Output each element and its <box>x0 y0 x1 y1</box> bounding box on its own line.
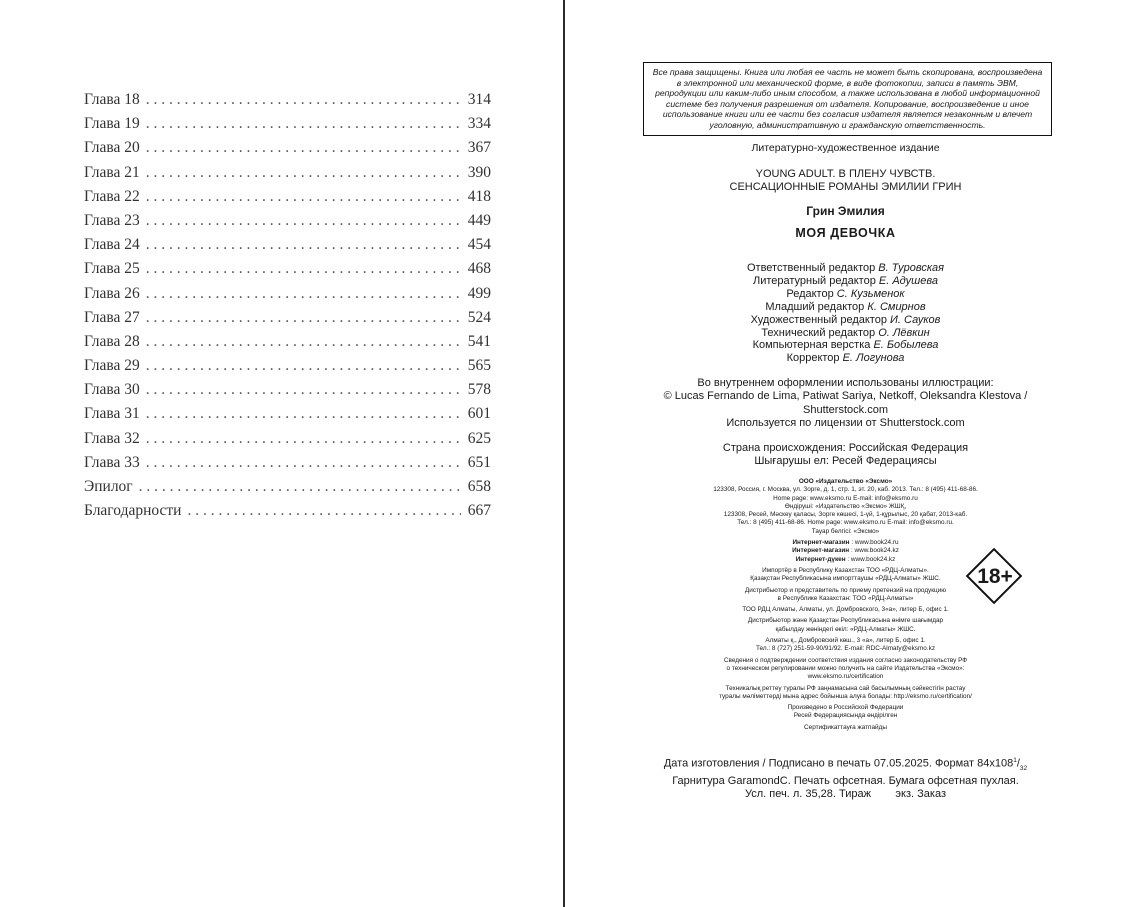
toc-leader-dots <box>146 112 461 136</box>
toc-entry <box>84 330 491 354</box>
toc-entry-label: Эпилог <box>84 478 133 495</box>
toc-entry-page: 565 <box>467 357 491 375</box>
toc-entry-page: 651 <box>467 453 491 471</box>
fine-line: Дистрибьютор и представитель по приему претензий на продукцию <box>744 586 947 594</box>
credit-role: Корректор <box>786 352 840 365</box>
toc-entry-page: 449 <box>467 211 491 229</box>
credit-role: Литературный редактор <box>752 274 876 287</box>
publisher-fine-print <box>565 478 1126 732</box>
toc-entry <box>84 378 491 402</box>
toc-leader-dots <box>146 257 461 281</box>
toc-entry-label: Глава 31 <box>84 405 140 423</box>
age-rating-badge <box>966 548 1024 606</box>
print-line: Гарнитура GaramondC. Печать офсетная. Бумага офсетная пухлая. <box>672 775 1019 788</box>
online-shop-line: Интернет-магазин : www.book24.kz <box>792 547 899 555</box>
illustrations-line: © Lucas Fernando de Lima, Patiwat Sariya, Netkoff, Oleksandra Klestova / <box>663 390 1028 403</box>
toc-leader-dots <box>146 233 461 257</box>
fine-line: Қазақстан Республикасына импорттаушы «РДЦ-Алматы» ЖШС. <box>750 575 941 583</box>
illustrations-line: Shutterstock.com <box>803 403 888 416</box>
series-line-2: СЕНСАЦИОННЫЕ РОМАНЫ ЭМИЛИИ ГРИН <box>729 181 962 193</box>
fine-line: Произведено в Российской Федерации <box>787 704 904 712</box>
print-line: Усл. печ. л. 35,28. Тираж экз. Заказ <box>745 788 946 801</box>
origin-line: Страна происхождения: Российская Федерация <box>722 442 969 454</box>
fine-line: Тел.: 8 (727) 251-59-90/91/92. E-mail: RDC-Almaty@eksmo.kz <box>755 645 936 653</box>
credit-role: Младший редактор <box>765 300 865 313</box>
toc-leader-dots <box>146 209 461 233</box>
toc-entry <box>84 354 491 378</box>
toc-leader-dots <box>146 451 461 475</box>
fine-line: Сертификаттауға жатпайды <box>804 723 887 731</box>
toc-entry-label: Глава 28 <box>84 332 140 350</box>
credit-name: О. Лёвкин <box>878 326 930 339</box>
toc-entry-label: Глава 23 <box>84 211 140 229</box>
toc-leader-dots <box>146 161 461 185</box>
toc-entry <box>84 475 491 499</box>
toc-entry <box>84 306 491 330</box>
country-of-origin <box>565 442 1126 469</box>
fine-line: 123308, Россия, г. Москва, ул. Зорге, д. 1, стр. 1, эт. 20, каб. 2013. Тел.: 8 (495) 411-68-86. <box>713 486 978 494</box>
credit-line <box>565 262 1126 275</box>
credit-role: Технический редактор <box>761 326 876 339</box>
credit-role: Компьютерная верстка <box>752 339 871 352</box>
credit-name: К. Смирнов <box>867 300 926 313</box>
toc-leader-dots <box>146 402 461 426</box>
fine-line: Алматы қ., Домбровский көш., 3 «а», литер Б, офис 1. <box>765 637 926 645</box>
toc-entry <box>84 282 491 306</box>
fine-line: в Республике Казахстан: ТОО «РДЦ-Алматы» <box>777 594 914 602</box>
fine-line: ТОО РДЦ Алматы, Алматы, ул. Домбровского, 3«а», литер Б, офис 1. <box>742 606 949 614</box>
toc-entry-page: 625 <box>467 429 491 447</box>
credit-name: Е. Бобылева <box>873 339 939 352</box>
fine-line: Тауар белгісі: «Эксмо» <box>811 527 880 535</box>
toc-leader-dots <box>146 282 461 306</box>
toc-entry-page: 658 <box>467 478 491 495</box>
fine-line: Сведения о подтверждении соответствия издания согласно законодательству РФ <box>723 656 968 664</box>
toc-entry-page: 314 <box>467 91 491 108</box>
toc-entry-page: 667 <box>467 502 491 520</box>
fine-line: Тел.: 8 (495) 411-68-86. Home page: www.eksmo.ru E-mail: info@eksmo.ru. <box>737 519 954 527</box>
toc-entry-label: Глава 22 <box>84 187 140 205</box>
toc-leader-dots <box>146 306 461 330</box>
toc-entry-label: Глава 26 <box>84 284 140 302</box>
toc-entry-page: 390 <box>467 163 491 181</box>
online-shop-line: Интернет-дүкен : www.book24.kz <box>795 555 896 563</box>
toc-leader-dots <box>139 475 461 499</box>
fine-line: қабылдау жөніндегі өкіл: «РДЦ-Алматы» ЖШС. <box>775 625 916 633</box>
print-line: Дата изготовления / Подписано в печать 07.05.2025. Формат $84x108^1/_{32}$ <box>663 757 1028 772</box>
toc-entry-page: 334 <box>467 115 491 133</box>
credit-line <box>565 314 1126 327</box>
credit-role: Ответственный редактор <box>746 262 876 274</box>
toc-entry-page: 418 <box>467 187 491 205</box>
credit-line <box>565 339 1126 352</box>
online-shop-line: Интернет-магазин : www.book24.ru <box>792 539 899 547</box>
credit-line <box>565 275 1126 288</box>
toc-entry <box>84 161 491 185</box>
series-line-1: YOUNG ADULT. В ПЛЕНУ ЧУВСТВ. <box>755 168 936 180</box>
credit-name: И. Сауков <box>890 313 941 326</box>
toc-entry <box>84 451 491 475</box>
toc-leader-dots <box>146 427 461 451</box>
illustrations-line: Во внутреннем оформлении использованы иллюстрации: <box>697 377 994 389</box>
fine-line: www.eksmo.ru/certification <box>807 673 884 681</box>
credit-name: С. Кузьменок <box>836 287 905 300</box>
fine-line: туралы мәліметтерді мына адрес бойынша алуға болады: http://eksmo.ru/certification/ <box>719 692 972 700</box>
toc-entry <box>84 88 491 112</box>
credits-list <box>565 262 1126 365</box>
toc-entry-page: 524 <box>467 308 491 326</box>
toc-leader-dots <box>146 354 461 378</box>
age-rating-text: 18+ <box>977 565 1013 588</box>
credit-line <box>565 327 1126 340</box>
toc-entry-page: 578 <box>467 381 491 399</box>
credit-role: Художественный редактор <box>750 313 887 326</box>
toc-entry-label: Глава 24 <box>84 236 140 254</box>
fine-line: Техникалық реттеу туралы РФ заңнамасына сай басылымның сәйкестігін растау <box>725 684 966 692</box>
toc-entry <box>84 136 491 160</box>
toc-entry-page: 367 <box>467 139 491 157</box>
toc-entry <box>84 185 491 209</box>
toc-entry <box>84 112 491 136</box>
toc-leader-dots <box>146 136 461 160</box>
toc-entry <box>84 427 491 451</box>
toc-leader-dots <box>146 330 461 354</box>
credit-line <box>565 288 1126 301</box>
credit-name: Е. Адушева <box>878 274 938 287</box>
right-page-imprint <box>565 0 1126 907</box>
toc-leader-dots <box>146 88 461 112</box>
genre-line: Литературно-художественное издание <box>751 142 940 154</box>
credit-line <box>565 352 1126 365</box>
toc-entry <box>84 233 491 257</box>
print-details <box>565 754 1126 802</box>
toc-entry-label: Глава 18 <box>84 91 140 108</box>
toc-entry-label: Глава 25 <box>84 260 140 278</box>
toc-entry-page: 454 <box>467 236 491 254</box>
credit-line <box>565 301 1126 314</box>
credit-name: В. Туровская <box>878 262 945 274</box>
illustrations-line: Используется по лицензии от Shutterstock.com <box>726 416 965 429</box>
toc-leader-dots <box>146 185 461 209</box>
toc-entry-page: 499 <box>467 284 491 302</box>
toc-entry-page: 601 <box>467 405 491 423</box>
toc-entry <box>84 499 491 523</box>
table-of-contents <box>84 88 491 523</box>
author-name: Грин Эмилия <box>806 204 885 218</box>
toc-entry-label: Глава 21 <box>84 163 140 181</box>
toc-leader-dots <box>187 499 461 523</box>
toc-entry-label: Глава 33 <box>84 453 140 471</box>
toc-entry <box>84 209 491 233</box>
illustrations-credit <box>625 377 1066 430</box>
toc-entry <box>84 257 491 281</box>
toc-entry-label: Глава 27 <box>84 308 140 326</box>
fine-line: Дистрибьютор және Қазақстан Республикасына өнімге шағымдар <box>747 617 944 625</box>
toc-entry-label: Глава 32 <box>84 429 140 447</box>
fine-line: Home page: www.eksmo.ru E-mail: info@eksmo.ru <box>773 494 918 502</box>
credit-name: Е. Логунова <box>842 352 905 365</box>
toc-entry-label: Глава 20 <box>84 139 140 157</box>
toc-entry-label: Глава 29 <box>84 357 140 375</box>
toc-entry <box>84 402 491 426</box>
fine-line: Ресей Федерациясында өндірілген <box>793 712 898 720</box>
fine-line: Өндіруші: «Издательство «Эксмо» ЖШҚ, <box>784 502 907 510</box>
publisher-name: ООО «Издательство «Эксмо» <box>798 478 893 485</box>
rights-notice: Все права защищены. Книга или любая ее часть не может быть скопирована, воспроизведена в электронной или механической форме, в виде фотокопии, записи в память ЭВМ, репродукции или каким-либо иным способом, а также использована в любой информационной системе без получения разрешения от издателя. Копирование, воспроизведение и иное использование книги или ее части без согласия издателя является незаконным и влечет уголовную, административную и гражданскую ответственность. <box>643 62 1052 136</box>
credit-role: Редактор <box>786 287 834 300</box>
toc-entry-label: Глава 19 <box>84 115 140 133</box>
fine-line: 123308, Ресей, Мәскеу қаласы, Зорге көшесі, 1-үй, 1-құрылыс, 20 қабат, 2013-каб. <box>723 511 968 519</box>
toc-entry-page: 541 <box>467 332 491 350</box>
toc-entry-page: 468 <box>467 260 491 278</box>
fine-line: о техническом регулировании можно получить на сайте Издательства «Эксмо»: <box>726 664 965 672</box>
fine-line: Импортёр в Республику Казахстан ТОО «РДЦ-Алматы». <box>762 566 929 574</box>
toc-entry-label: Глава 30 <box>84 381 140 399</box>
toc-leader-dots <box>146 378 461 402</box>
toc-entry-label: Благодарности <box>84 502 182 520</box>
book-title: МОЯ ДЕВОЧКА <box>795 226 896 240</box>
origin-line: Шығарушы ел: Ресей Федерациясы <box>754 455 937 468</box>
